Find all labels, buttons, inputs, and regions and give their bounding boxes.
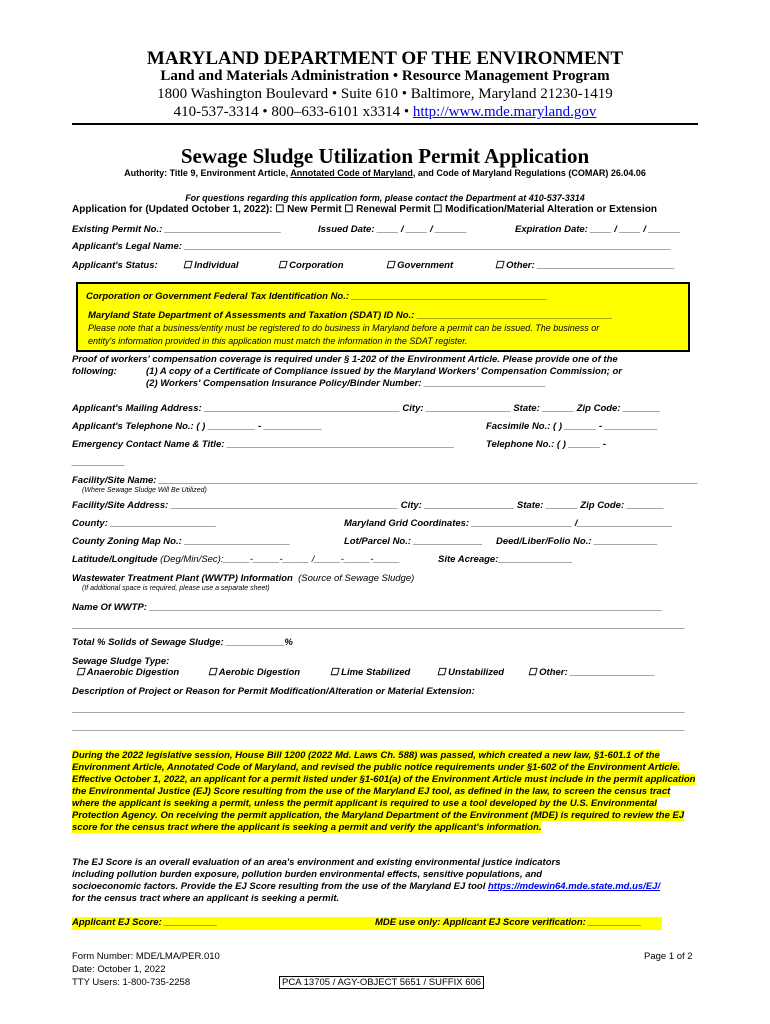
- type-unstabilized-checkbox[interactable]: ☐ Unstabilized: [437, 667, 505, 678]
- wwtp-name-cont[interactable]: ____________________________________________________________________________________________________________________: [72, 620, 685, 631]
- legal-name-field[interactable]: Applicant's Legal Name: ____________________________________________________________________________________________: [72, 241, 671, 252]
- facsimile-field[interactable]: Facsimile No.: ( ) ______ - __________: [486, 421, 658, 432]
- wwtp-heading-text: Wastewater Treatment Plant (WWTP) Information: [72, 573, 293, 584]
- latitude-longitude-field[interactable]: [72, 554, 400, 565]
- ej-score-line3: [72, 881, 660, 892]
- ej-legislation-paragraph: [72, 750, 700, 834]
- type-other-checkbox[interactable]: ☐ Other: ________________: [528, 667, 655, 678]
- percent-solids-field[interactable]: Total % Solids of Sewage Sludge: ___________%: [72, 637, 293, 648]
- emergency-contact-field[interactable]: Emergency Contact Name & Title: ___________________________________________: [72, 439, 455, 450]
- ej-legislation-text: During the 2022 legislative session, House Bill 1200 (2022 Md. Laws Ch. 588) was passed, which created a new law, §1-601.1 of the Environment Article, Annotated Code of Maryland, and revised the public notice requirements under §1-602 of the Environment Article. Effective October 1, 2022, an applicant for a permit listed under §1-601(a) of the Environment Article must include in the permit application the Environmental Justice (EJ) Score resulting from the use of the Maryland EJ tool, as defined in the law, to screen the census tract where the applicant is seeking a permit, unless the permit applicant is required to use a tool developed by the U.S. Environmental Protection Agency. On receiving the permit application, the Maryland Department of the Environment (MDE) is required to review the EJ score for the census tract where the applicant is seeking a permit and verify the applicant's information.: [72, 750, 696, 833]
- status-corporation-checkbox[interactable]: ☐ Corporation: [278, 260, 344, 271]
- form-title: Sewage Sludge Utilization Permit Application: [180, 144, 590, 168]
- mailing-address-field[interactable]: Applicant's Mailing Address: _____________________________________ City: ________________ State: ______ Zip Code: _______: [72, 403, 661, 414]
- sludge-type-label: Sewage Sludge Type:: [72, 656, 170, 667]
- ej-score-line1: The EJ Score is an overall evaluation of an area's environment and existing environmental justice indicators: [72, 857, 561, 868]
- emergency-telephone-field[interactable]: Telephone No.: ( ) ______ -: [486, 439, 607, 450]
- wwtp-heading: [72, 573, 414, 584]
- zoning-map-field[interactable]: County Zoning Map No.: ____________________: [72, 536, 291, 547]
- workers-comp-line1: Proof of workers' compensation coverage is required under § 1-202 of the Environment Article. Please provide one of the: [72, 354, 618, 365]
- agency-phones: 410-537-3314 • 800–633-6101 x3314 •: [173, 104, 413, 120]
- header-divider: [72, 123, 698, 125]
- tty-number: TTY Users: 1-800-735-2258: [72, 977, 191, 988]
- authority-code-ref: Annotated Code of Maryland: [290, 168, 413, 178]
- pca-code: PCA 13705 / AGY-OBJECT 5651 / SUFFIX 606: [279, 976, 484, 989]
- description-line1[interactable]: ____________________________________________________________________________________________________________________: [72, 704, 685, 715]
- questions-line: For questions regarding this application form, please contact the Department at 410-537-3314: [185, 193, 585, 203]
- facility-address-field[interactable]: Facility/Site Address: ___________________________________________ City: _________________ State: ______ Zip Code: _______: [72, 500, 664, 511]
- existing-permit-field[interactable]: Existing Permit No.: ______________________: [72, 224, 282, 235]
- federal-tax-id-field[interactable]: Corporation or Government Federal Tax Identification No.: _____________________________________: [86, 291, 548, 302]
- facility-name-note: (Where Sewage Sludge Will Be Utilized): [82, 487, 207, 494]
- description-line2[interactable]: ____________________________________________________________________________________________________________________: [72, 722, 685, 733]
- ej-score-text: socioeconomic factors. Provide the EJ Score resulting from the use of the Maryland EJ tool: [72, 881, 488, 892]
- ej-tool-link[interactable]: https://mdewin64.mde.state.md.us/EJ/: [487, 881, 661, 892]
- latlong-format[interactable]: (Deg/Min/Sec):_____-_____-_____ /_____-_____-_____: [157, 554, 400, 565]
- expiration-date-field[interactable]: Expiration Date: ____ / ____ / ______: [515, 224, 681, 235]
- workers-comp-following: following:: [72, 366, 117, 377]
- agency-website-link[interactable]: http://www.mde.maryland.gov: [412, 104, 597, 120]
- authority-line: [0, 168, 770, 178]
- page-number: Page 1 of 2: [644, 951, 693, 962]
- sdat-note-line2: entity's information provided in this application must match the information in the SDAT register.: [88, 336, 468, 346]
- wwtp-space-note: (If additional space is required, please use a separate sheet): [82, 585, 270, 592]
- mde-ej-verification-field[interactable]: MDE use only: Applicant EJ Score verification: __________: [375, 917, 642, 928]
- grid-coordinates-field[interactable]: Maryland Grid Coordinates: ___________________ /__________________: [344, 518, 673, 529]
- workers-comp-option2[interactable]: (2) Workers' Compensation Insurance Policy/Binder Number: _______________________: [146, 378, 546, 389]
- issued-date-field[interactable]: Issued Date: ____ / ____ / ______: [318, 224, 467, 235]
- applicant-ej-score-field[interactable]: Applicant EJ Score: __________: [72, 917, 218, 928]
- county-field[interactable]: County: ____________________: [72, 518, 217, 529]
- form-number: Form Number: MDE/LMA/PER.010: [72, 951, 220, 962]
- sdat-id-field[interactable]: Maryland State Department of Assessments and Taxation (SDAT) ID No.: _____________________________________: [88, 310, 613, 321]
- ej-score-line4: for the census tract where an applicant is seeking a permit.: [72, 893, 340, 904]
- workers-comp-option1: (1) A copy of a Certificate of Compliance issued by the Maryland Workers' Compensation Commission; or: [146, 366, 622, 377]
- type-anaerobic-checkbox[interactable]: ☐ Anaerobic Digestion: [76, 667, 180, 678]
- emergency-telephone-cont[interactable]: __________: [72, 457, 125, 468]
- lot-parcel-field[interactable]: Lot/Parcel No.: _____________: [344, 536, 483, 547]
- wwtp-name-field[interactable]: Name Of WWTP: _________________________________________________________________________________________________: [72, 602, 663, 613]
- status-label: Applicant's Status:: [72, 260, 158, 271]
- site-acreage-field[interactable]: Site Acreage:______________: [438, 554, 573, 565]
- status-individual-checkbox[interactable]: ☐ Individual: [183, 260, 239, 271]
- type-aerobic-checkbox[interactable]: ☐ Aerobic Digestion: [208, 667, 301, 678]
- application-type[interactable]: Application for (Updated October 1, 2022): ☐ New Permit ☐ Renewal Permit ☐ Modification/Material Alteration or Extension: [72, 204, 657, 215]
- authority-text: Authority: Title 9, Environment Article,: [124, 168, 291, 178]
- wwtp-heading-source: (Source of Sewage Sludge): [298, 573, 415, 584]
- facility-name-field[interactable]: Facility/Site Name: ______________________________________________________________________________________________________: [72, 475, 698, 486]
- status-government-checkbox[interactable]: ☐ Government: [386, 260, 454, 271]
- administration-subtitle: Land and Materials Administration • Resource Management Program: [160, 68, 610, 84]
- ej-score-line2: including pollution burden exposure, pollution burden environmental effects, sensitive populations, and: [72, 869, 543, 880]
- form-date: Date: October 1, 2022: [72, 964, 166, 975]
- applicant-telephone-field[interactable]: Applicant's Telephone No.: ( ) _________ - ___________: [72, 421, 323, 432]
- description-label: Description of Project or Reason for Permit Modification/Alteration or Material Extension:: [72, 686, 475, 697]
- latlong-label: Latitude/Longitude: [72, 554, 158, 565]
- type-lime-checkbox[interactable]: ☐ Lime Stabilized: [330, 667, 411, 678]
- agency-contact: [0, 104, 770, 121]
- agency-address: 1800 Washington Boulevard • Suite 610 • Baltimore, Maryland 21230-1419: [157, 86, 613, 102]
- sdat-note-line1: Please note that a business/entity must be registered to do business in Maryland before a permit can be issued. The business or: [88, 323, 600, 333]
- authority-regs: , and Code of Maryland Regulations (COMAR) 26.04.06: [412, 168, 646, 178]
- status-other-checkbox[interactable]: ☐ Other: __________________________: [495, 260, 675, 271]
- agency-title: MARYLAND DEPARTMENT OF THE ENVIRONMENT: [146, 48, 624, 69]
- deed-liber-folio-field[interactable]: Deed/Liber/Folio No.: ____________: [496, 536, 658, 547]
